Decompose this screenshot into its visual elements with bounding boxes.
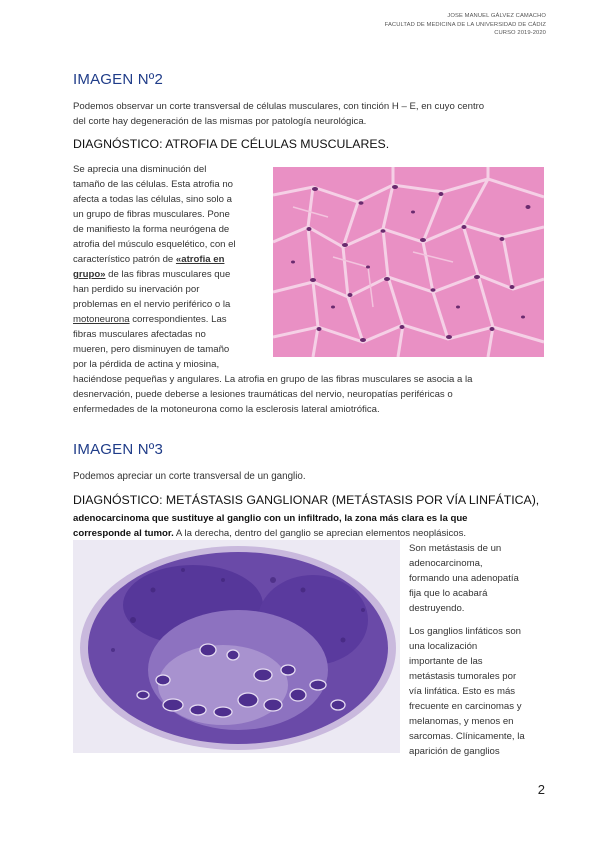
body-text: característico patrón de — [73, 254, 176, 265]
body-text: A la derecha, dentro del ganglio se aprecian elementos neoplásicos. — [173, 528, 467, 539]
diagnosis-heading: DIAGNÓSTICO: ATROFIA DE CÉLULAS MUSCULARES. — [73, 137, 390, 151]
body-line: atrofia del músculo esquelético, con el — [73, 239, 236, 250]
side-line: una localización — [409, 641, 478, 652]
side-line: fija que lo acabará — [409, 588, 488, 599]
body-text: de las fibras musculares que — [105, 269, 231, 280]
side-line: Son metástasis de un — [409, 543, 502, 554]
page-number: 2 — [537, 782, 545, 797]
side-line: aparición de ganglios — [409, 746, 500, 757]
side-line: frecuente en carcinomas y — [409, 701, 522, 712]
course-year: CURSO 2019-2020 — [494, 30, 546, 36]
diagnosis-heading: DIAGNÓSTICO: METÁSTASIS GANGLIONAR (METÁSTASIS POR VÍA LINFÁTICA), — [73, 493, 540, 507]
body-line: tamaño de las células. Esta atrofia no — [73, 179, 233, 190]
body-line: Se aprecia una disminución del — [73, 164, 207, 175]
body-line — [73, 312, 227, 327]
faculty-name: FACULTAD DE MEDICINA DE LA UNIVERSIDAD DE CÁDIZ — [384, 21, 546, 28]
intro-line: Podemos apreciar un corte transversal de un ganglio. — [73, 471, 306, 482]
group-atrophy-term: «atrofia en — [175, 254, 225, 265]
side-line: vía linfática. Esto es más — [409, 686, 516, 697]
body-line: problemas en el nervio periférico o la — [73, 299, 231, 310]
body-line: desnervación, puede deberse a lesiones traumáticas del nervio, neuropatías periféricas o — [73, 389, 453, 400]
group-atrophy-term: grupo» — [73, 269, 106, 280]
body-line: por la pérdida de actina y miosina, — [73, 359, 220, 370]
body-line — [73, 267, 230, 282]
side-line: melanomas, y menos en — [409, 716, 514, 727]
body-line: mueren, pero disminuyen de tamaño — [73, 344, 230, 355]
body-line — [73, 252, 224, 267]
side-line: metástasis tumorales por — [409, 671, 517, 682]
intro-line: Podemos observar un corte transversal de células musculares, con tinción H – E, en cuyo centro — [73, 101, 485, 112]
side-line: destruyendo. — [409, 603, 465, 614]
section-title-image2: IMAGEN Nº2 — [73, 71, 163, 88]
body-line: afecta a todas las células, sino solo a — [73, 194, 232, 205]
page-header — [385, 12, 546, 38]
muscle-micrograph — [273, 167, 544, 357]
section-title-image3: IMAGEN Nº3 — [73, 441, 163, 458]
tumor-text: corresponde al tumor. — [73, 528, 174, 539]
diagnosis-detail: adenocarcinoma que sustituye al ganglio con un infiltrado, la zona más clara es la que — [73, 513, 468, 524]
body-line: un grupo de fibras musculares. Pone — [73, 209, 230, 220]
side-line: adenocarcinoma, — [409, 558, 483, 569]
side-line: formando una adenopatía — [409, 573, 519, 584]
motoneuron-term: motoneurona — [73, 314, 130, 325]
diagnosis-detail — [73, 526, 466, 541]
side-line: Los ganglios linfáticos son — [409, 626, 521, 637]
body-line: enfermedades de la motoneurona como la esclerosis lateral amiotrófica. — [73, 404, 380, 415]
body-text: correspondientes. Las — [129, 314, 227, 325]
body-line: haciéndose pequeñas y angulares. La atrofia en grupo de las fibras musculares se asocia a la — [73, 374, 473, 385]
side-line: importante de las — [409, 656, 483, 667]
lymph-node-micrograph — [73, 540, 400, 753]
side-line: sarcomas. Clínicamente, la — [409, 731, 525, 742]
intro-line: del corte hay degeneración de las mismas por patología neurológica. — [73, 116, 367, 127]
body-line: fibras musculares afectadas no — [73, 329, 206, 340]
body-line: han perdido su inervación por — [73, 284, 200, 295]
body-line: de manifiesto la forma neurógena de — [73, 224, 230, 235]
author-name: JOSE MANUEL GÁLVEZ CAMACHO — [447, 13, 546, 19]
